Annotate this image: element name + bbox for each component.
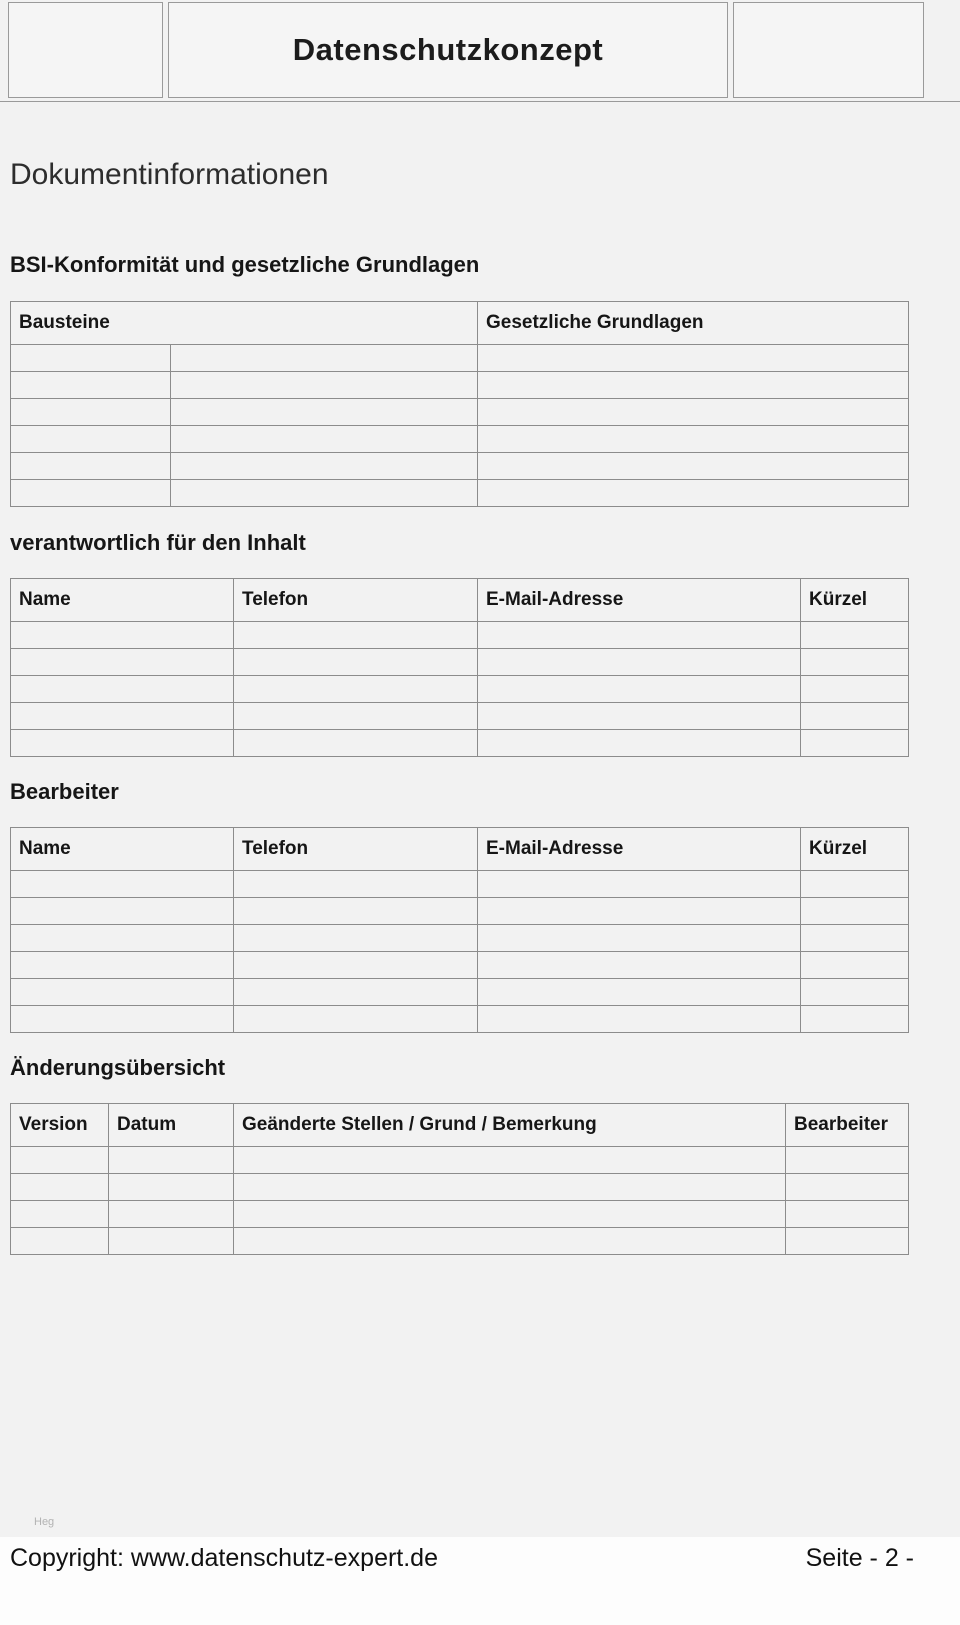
empty-cell xyxy=(478,453,909,480)
empty-cell xyxy=(234,925,478,952)
empty-cell xyxy=(11,399,171,426)
table-row xyxy=(11,1006,909,1033)
verantwortlich-table xyxy=(10,578,909,757)
table-row xyxy=(11,399,909,426)
empty-cell xyxy=(11,979,234,1006)
empty-cell xyxy=(234,871,478,898)
empty-cell xyxy=(11,345,171,372)
header-cell-right xyxy=(733,2,924,98)
empty-cell xyxy=(171,345,478,372)
empty-cell xyxy=(171,372,478,399)
section-heading-verantwortlich: verantwortlich für den Inhalt xyxy=(10,530,306,555)
empty-cell xyxy=(786,1174,909,1201)
table-row xyxy=(11,426,909,453)
empty-cell xyxy=(171,480,478,507)
empty-cell xyxy=(234,676,478,703)
empty-cell xyxy=(478,925,801,952)
empty-cell xyxy=(234,898,478,925)
table-row xyxy=(11,898,909,925)
empty-cell xyxy=(478,399,909,426)
empty-cell xyxy=(11,622,234,649)
table-row xyxy=(11,676,909,703)
verantwortlich-table-body xyxy=(11,622,909,757)
empty-cell xyxy=(478,372,909,399)
empty-cell xyxy=(478,426,909,453)
empty-cell xyxy=(234,952,478,979)
empty-cell xyxy=(109,1147,234,1174)
empty-cell xyxy=(478,703,801,730)
table-row xyxy=(11,372,909,399)
section-heading-aenderungen: Änderungsübersicht xyxy=(10,1055,226,1080)
empty-cell xyxy=(11,1006,234,1033)
empty-cell xyxy=(234,703,478,730)
column-header-name: Name xyxy=(11,828,234,871)
empty-cell xyxy=(11,676,234,703)
empty-cell xyxy=(234,1201,786,1228)
empty-cell xyxy=(11,898,234,925)
empty-cell xyxy=(801,1006,909,1033)
empty-cell xyxy=(234,1147,786,1174)
column-header-email: E-Mail-Adresse xyxy=(478,828,801,871)
table-header-row xyxy=(11,579,909,622)
empty-cell xyxy=(11,426,171,453)
table-row xyxy=(11,703,909,730)
empty-cell xyxy=(11,453,171,480)
empty-cell xyxy=(786,1201,909,1228)
page-header-table xyxy=(8,2,924,98)
empty-cell xyxy=(478,1006,801,1033)
empty-cell xyxy=(478,622,801,649)
column-header-gesetzliche-grundlagen: Gesetzliche Grundlagen xyxy=(478,302,909,345)
column-header-kuerzel: Kürzel xyxy=(801,579,909,622)
empty-cell xyxy=(11,1174,109,1201)
empty-cell xyxy=(478,898,801,925)
empty-cell xyxy=(801,730,909,757)
empty-cell xyxy=(786,1147,909,1174)
empty-cell xyxy=(801,703,909,730)
empty-cell xyxy=(11,1147,109,1174)
footer-note: Heg xyxy=(34,1516,55,1528)
column-header-version: Version xyxy=(11,1104,109,1147)
table-row xyxy=(11,925,909,952)
empty-cell xyxy=(801,871,909,898)
empty-cell xyxy=(478,480,909,507)
empty-cell xyxy=(478,952,801,979)
empty-cell xyxy=(109,1201,234,1228)
empty-cell xyxy=(11,703,234,730)
empty-cell xyxy=(11,1228,109,1255)
table-row xyxy=(11,1147,909,1174)
header-divider xyxy=(0,101,960,102)
table-row xyxy=(11,871,909,898)
empty-cell xyxy=(11,1201,109,1228)
table-row xyxy=(11,649,909,676)
empty-cell xyxy=(478,871,801,898)
empty-cell xyxy=(801,676,909,703)
empty-cell xyxy=(171,453,478,480)
section-heading-bsi: BSI-Konformität und gesetzliche Grundlagen xyxy=(10,252,480,277)
column-header-datum: Datum xyxy=(109,1104,234,1147)
bearbeiter-table-body xyxy=(11,871,909,1033)
column-header-bearbeiter: Bearbeiter xyxy=(786,1104,909,1147)
empty-cell xyxy=(11,372,171,399)
table-row xyxy=(11,453,909,480)
table-row xyxy=(11,622,909,649)
empty-cell xyxy=(11,649,234,676)
column-header-name: Name xyxy=(11,579,234,622)
empty-cell xyxy=(801,952,909,979)
table-row xyxy=(11,345,909,372)
bsi-table-body xyxy=(11,345,909,507)
empty-cell xyxy=(801,898,909,925)
empty-cell xyxy=(11,871,234,898)
empty-cell xyxy=(478,345,909,372)
table-header-row xyxy=(11,302,909,345)
aenderungen-table-body xyxy=(11,1147,909,1255)
bsi-table xyxy=(10,301,909,507)
aenderungen-table xyxy=(10,1103,909,1255)
empty-cell xyxy=(786,1228,909,1255)
page-footer xyxy=(0,1537,960,1625)
column-header-bausteine: Bausteine xyxy=(11,302,478,345)
empty-cell xyxy=(109,1228,234,1255)
table-header-row xyxy=(11,1104,909,1147)
empty-cell xyxy=(234,1228,786,1255)
empty-cell xyxy=(801,622,909,649)
table-row xyxy=(11,730,909,757)
table-row xyxy=(11,952,909,979)
empty-cell xyxy=(11,730,234,757)
table-row xyxy=(11,1228,909,1255)
page-number: Seite - 2 - xyxy=(805,1544,914,1572)
header-cell-left xyxy=(8,2,163,98)
table-row xyxy=(11,979,909,1006)
column-header-telefon: Telefon xyxy=(234,828,478,871)
empty-cell xyxy=(234,730,478,757)
empty-cell xyxy=(171,399,478,426)
empty-cell xyxy=(234,1006,478,1033)
column-header-kuerzel: Kürzel xyxy=(801,828,909,871)
empty-cell xyxy=(11,480,171,507)
empty-cell xyxy=(234,622,478,649)
column-header-email: E-Mail-Adresse xyxy=(478,579,801,622)
bearbeiter-table xyxy=(10,827,909,1033)
table-row xyxy=(11,480,909,507)
column-header-geaenderte-stellen: Geänderte Stellen / Grund / Bemerkung xyxy=(234,1104,786,1147)
empty-cell xyxy=(109,1174,234,1201)
empty-cell xyxy=(234,649,478,676)
table-row xyxy=(11,1201,909,1228)
empty-cell xyxy=(234,1174,786,1201)
empty-cell xyxy=(478,649,801,676)
page-title: Datenschutzkonzept xyxy=(168,2,728,98)
table-row xyxy=(11,1174,909,1201)
empty-cell xyxy=(801,649,909,676)
document-title: Dokumentinformationen xyxy=(10,158,329,191)
table-header-row xyxy=(11,828,909,871)
empty-cell xyxy=(478,979,801,1006)
empty-cell xyxy=(234,979,478,1006)
empty-cell xyxy=(171,426,478,453)
empty-cell xyxy=(478,676,801,703)
empty-cell xyxy=(11,925,234,952)
empty-cell xyxy=(11,952,234,979)
footer-copyright: Copyright: www.datenschutz-expert.de xyxy=(10,1544,438,1572)
section-heading-bearbeiter: Bearbeiter xyxy=(10,779,119,804)
empty-cell xyxy=(801,979,909,1006)
empty-cell xyxy=(478,730,801,757)
column-header-telefon: Telefon xyxy=(234,579,478,622)
empty-cell xyxy=(801,925,909,952)
